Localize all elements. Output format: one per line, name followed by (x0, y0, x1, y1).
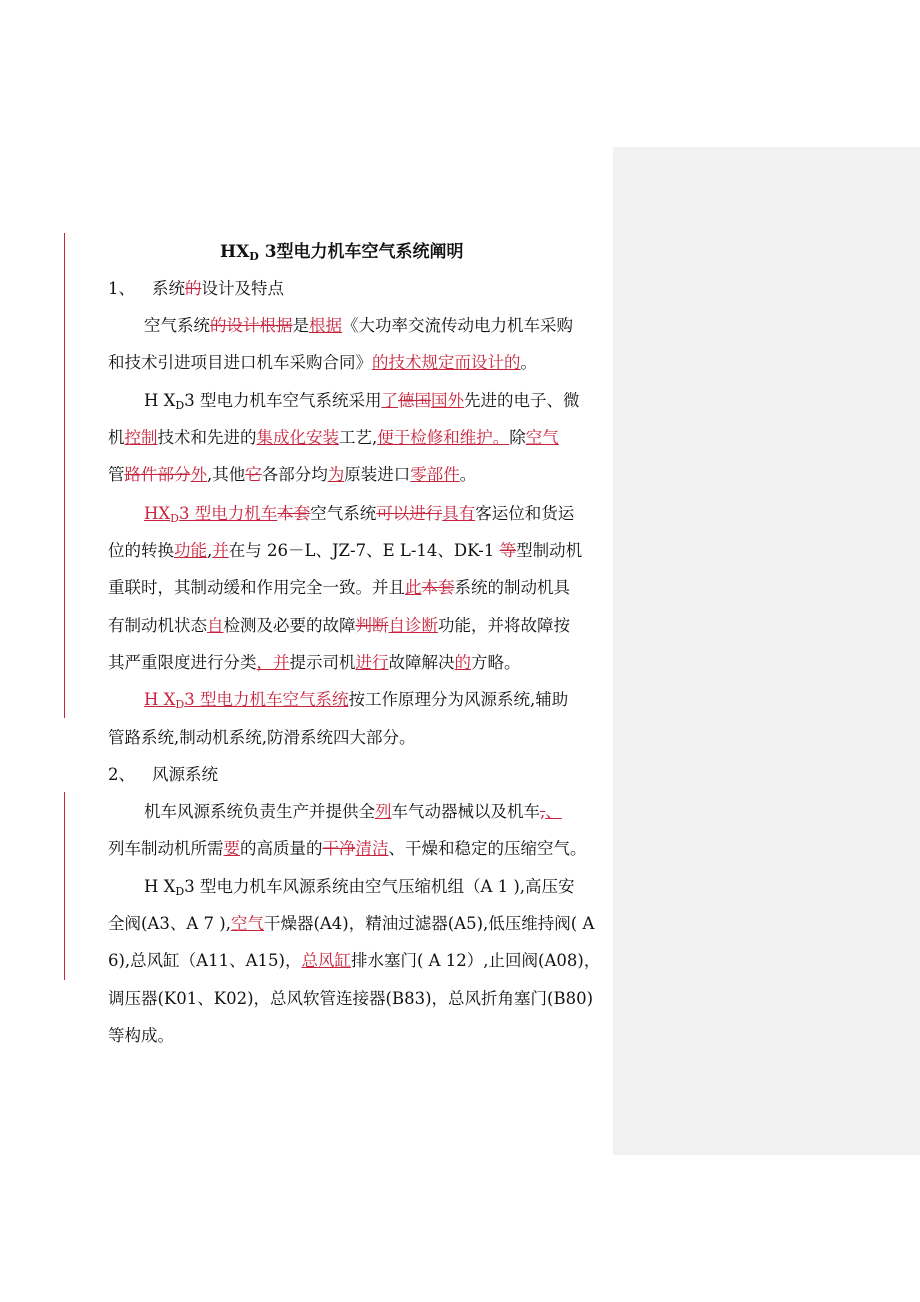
text: 在与 26－L、JZ-7、E L-14、DK-1 (228, 541, 500, 560)
text: 。 (459, 465, 477, 484)
paragraph-line (144, 800, 562, 824)
subscript: D (170, 512, 179, 525)
text: 按工作原理分为风源系统,辅助 (348, 690, 569, 709)
inserted-text-part: 3 型电力机车空气系统 (184, 690, 349, 709)
paragraph-line (108, 463, 476, 487)
text: 检测及必要的故障 (223, 616, 356, 635)
text: 、干燥和稳定的压缩空气。 (388, 839, 587, 858)
inserted-text (144, 504, 277, 523)
inserted-text: 要 (223, 839, 240, 858)
text: 除 (509, 428, 526, 447)
deleted-text: 它 (245, 465, 262, 484)
text: 机车风源系统负责生产并提供全 (144, 802, 375, 821)
section-number: 1、 (108, 279, 135, 298)
paragraph-line (108, 426, 559, 450)
inserted-text: 的技术规定而设计的 (372, 353, 521, 372)
deleted-text: 干净 (322, 839, 356, 858)
text: 空气系统 (310, 504, 377, 523)
deleted-text: 本套 (277, 504, 311, 523)
inserted-text: 外 (190, 465, 207, 484)
text: 重联时，其制动缓和作用完全一致。并且 (108, 578, 405, 597)
paragraph-line (108, 1024, 174, 1048)
text: 故障解决 (388, 653, 455, 672)
text: 是 (292, 316, 309, 335)
text: 各部分均 (261, 465, 328, 484)
text: 列车制动机所需 (108, 839, 224, 858)
paragraph-line (108, 726, 416, 750)
text: 干燥器(A4)，精油过滤器(A5),低压维持阀( A (263, 914, 595, 933)
text: 3 型电力机车空气系统采用 (184, 391, 382, 410)
text: 位的转换 (108, 541, 174, 560)
change-bar (64, 233, 65, 718)
inserted-text: 自诊断 (388, 616, 438, 635)
text: 方略。 (471, 653, 521, 672)
text: 功能，并将故障按 (438, 616, 570, 635)
inserted-text: ，并 (256, 653, 290, 672)
title-subscript: D (249, 250, 259, 263)
text: 工艺, (339, 428, 378, 447)
inserted-text: 零部件 (410, 465, 460, 484)
comment-pane (613, 147, 920, 1155)
deleted-text: 判断 (355, 616, 389, 635)
text: 3 型电力机车风源系统由空气压缩机组（A 1 ),高压安 (184, 877, 575, 896)
inserted-text: 自 (207, 616, 224, 635)
text: 机 (108, 428, 125, 447)
section-heading-2 (108, 763, 218, 787)
title-text: 3型电力机车空气系统阐明 (258, 242, 464, 262)
inserted-text: 清洁 (355, 839, 389, 858)
document-title (220, 240, 464, 264)
subscript: D (175, 698, 185, 711)
text: 型制动机 (516, 541, 583, 560)
inserted-text (144, 690, 348, 709)
text: 车气动器械以及机车 (391, 802, 540, 821)
subscript: D (175, 399, 185, 412)
inserted-text: 便于检修和维护。 (377, 428, 510, 447)
text: 设计及特点 (201, 279, 284, 298)
deleted-text: 的设计根据 (210, 316, 293, 335)
deleted-text: 的 (185, 279, 202, 298)
deleted-text: 本套 (421, 578, 455, 597)
paragraph-line (108, 539, 582, 563)
subscript: D (175, 885, 185, 898)
paragraph-line (108, 912, 594, 936)
paragraph-line (144, 389, 579, 413)
text: 《大功率交流传动电力机车采购 (342, 316, 573, 335)
paragraph-line (144, 502, 574, 526)
deleted-text: 路件部分 (124, 465, 191, 484)
text: 管 (108, 465, 125, 484)
text: 的高质量的 (240, 839, 323, 858)
paragraph-line (108, 987, 593, 1011)
text: 空气系统 (144, 316, 210, 335)
text: 管路系统,制动机系统,防滑系统四大部分。 (108, 728, 416, 747)
inserted-text-part: 3 型电力机车 (178, 504, 278, 523)
text: 系统的制动机具 (454, 578, 570, 597)
text: 原装进口 (344, 465, 411, 484)
paragraph-line (108, 837, 587, 861)
paragraph-line (108, 651, 521, 675)
text: 风源系统 (152, 765, 218, 784)
inserted-text: 列 (375, 802, 392, 821)
text: 系统 (152, 279, 185, 298)
inserted-text: 的 (454, 653, 471, 672)
inserted-text: 进行 (355, 653, 389, 672)
inserted-text: 集成化安装 (256, 428, 339, 447)
inserted-text: 并 (212, 541, 229, 560)
text: H X (144, 877, 176, 896)
inserted-text: 空气 (525, 428, 559, 447)
inserted-text: 、 (545, 802, 562, 821)
text: 。 (520, 353, 537, 372)
text: , (207, 541, 213, 560)
paragraph-line (108, 949, 600, 973)
deleted-text: 德国 (397, 391, 431, 410)
text: H X (144, 391, 176, 410)
inserted-text: 了 (381, 391, 398, 410)
inserted-text-part: H X (144, 690, 176, 709)
inserted-text: 此 (405, 578, 422, 597)
text: 客运位和货运 (475, 504, 575, 523)
text: 排水塞门( A 12）,止回阀(A08)， (350, 951, 601, 970)
deleted-text: 等 (499, 541, 517, 560)
paragraph-line (144, 688, 568, 712)
text: 全阀(A3、A 7 ), (108, 914, 231, 933)
text: 调压器(K01、K02)，总风软管连接器(B83)，总风折角塞门(B80) (108, 989, 594, 1008)
text: 6),总风缸（A11、A15)， (108, 951, 302, 970)
paragraph-line (108, 576, 570, 600)
inserted-text: 控制 (124, 428, 158, 447)
text: 技术和先进的 (157, 428, 257, 447)
paragraph-line (108, 614, 570, 638)
text: 提示司机 (289, 653, 356, 672)
inserted-text: 国外 (430, 391, 464, 410)
inserted-text: 根据 (309, 316, 342, 335)
paragraph-line (108, 351, 537, 375)
inserted-text: 为 (327, 465, 345, 484)
section-number: 2、 (108, 765, 135, 784)
text: ,其他 (207, 465, 246, 484)
inserted-text: 空气 (230, 914, 264, 933)
inserted-text: 具有 (442, 504, 476, 523)
deleted-text: , (540, 802, 546, 821)
change-bar (64, 792, 65, 980)
title-text: X (236, 242, 250, 262)
inserted-text-part: HX (144, 504, 171, 523)
text: 有制动机状态 (108, 616, 207, 635)
inserted-text: 功能 (174, 541, 207, 560)
title-text: H (220, 242, 237, 262)
text: 和技术引进项目进口机车采购合同》 (108, 353, 372, 372)
paragraph-line (144, 875, 575, 899)
deleted-text: 可以进行 (376, 504, 443, 523)
text: 其严重限度进行分类 (108, 653, 257, 672)
inserted-text: 总风缸 (301, 951, 351, 970)
text: 等构成。 (108, 1026, 174, 1045)
section-heading-1 (108, 277, 284, 301)
paragraph-line (144, 314, 573, 338)
text: 先进的电子、微 (463, 391, 580, 410)
